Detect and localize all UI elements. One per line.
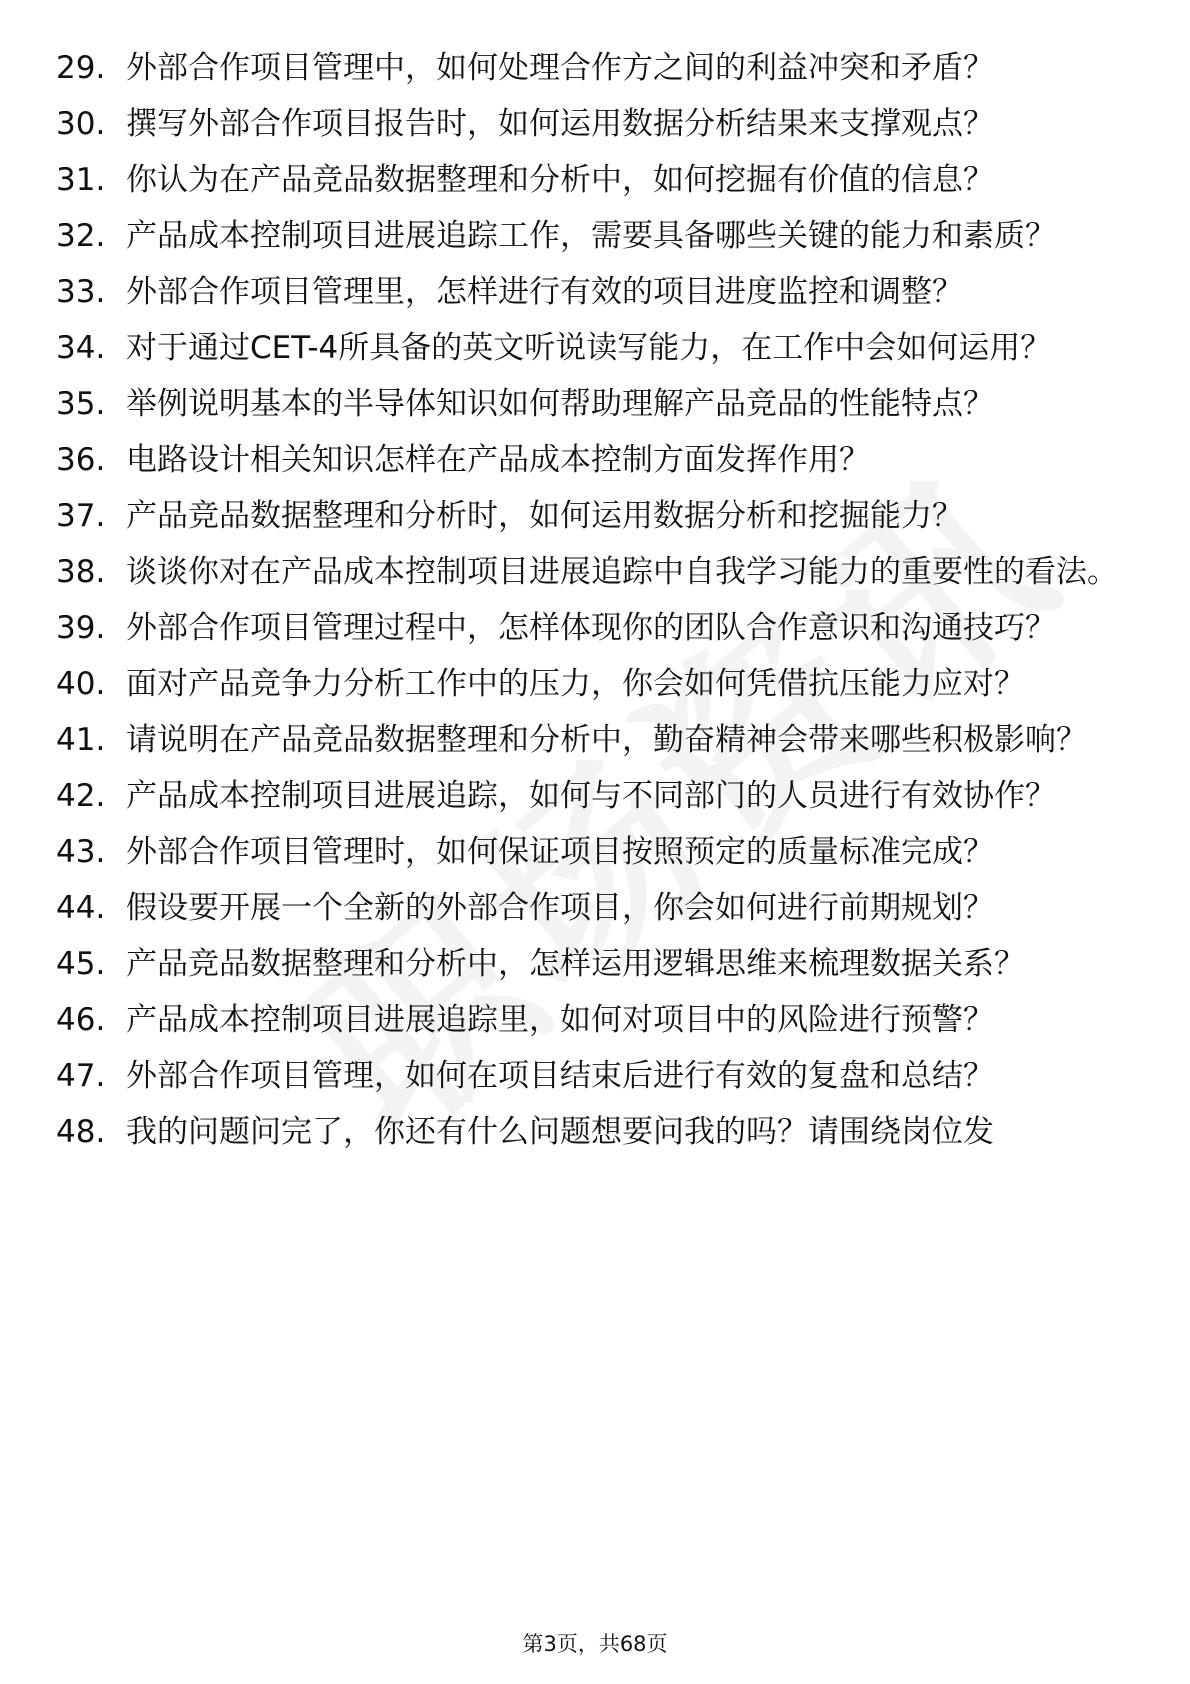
- question-item: [0, 48, 1190, 89]
- question-text: 电路设计相关知识怎样在产品成本控制方面发挥作用？: [126, 442, 870, 478]
- question-number: 48.: [56, 1114, 106, 1150]
- question-text: 撰写外部合作项目报告时，如何运用数据分析结果来支撑观点？: [126, 106, 994, 142]
- question-item: [0, 552, 1190, 593]
- question-item: [0, 832, 1190, 873]
- question-item: [0, 160, 1190, 201]
- question-text: 外部合作项目管理时，如何保证项目按照预定的质量标准完成？: [126, 834, 994, 870]
- question-text: 你认为在产品竞品数据整理和分析中，如何挖掘有价值的信息？: [126, 162, 994, 198]
- question-item: [0, 1000, 1190, 1041]
- question-text: 我的问题问完了，你还有什么问题想要问我的吗？请围绕岗位发: [126, 1114, 994, 1150]
- question-number: 36.: [56, 442, 106, 478]
- question-item: [0, 720, 1190, 761]
- question-number: 33.: [56, 274, 106, 310]
- question-number: 34.: [56, 330, 106, 366]
- question-text: 产品成本控制项目进展追踪里，如何对项目中的风险进行预警？: [126, 1002, 994, 1038]
- question-number: 40.: [56, 666, 106, 702]
- question-text: 面对产品竞争力分析工作中的压力，你会如何凭借抗压能力应对？: [126, 666, 1025, 702]
- question-list: [0, 48, 1190, 1168]
- question-text: 对于通过CET-4所具备的英文听说读写能力，在工作中会如何运用？: [126, 330, 1052, 366]
- question-text: 谈谈你对在产品成本控制项目进展追踪中自我学习能力的重要性的看法。: [126, 554, 1118, 590]
- question-number: 32.: [56, 218, 106, 254]
- question-text: 产品成本控制项目进展追踪工作，需要具备哪些关键的能力和素质？: [126, 218, 1056, 254]
- question-text: 产品竞品数据整理和分析时，如何运用数据分析和挖掘能力？: [126, 498, 963, 534]
- question-text: 外部合作项目管理里，怎样进行有效的项目进度监控和调整？: [126, 274, 963, 310]
- question-item: [0, 216, 1190, 257]
- question-number: 37.: [56, 498, 106, 534]
- question-item: [0, 776, 1190, 817]
- question-number: 42.: [56, 778, 106, 814]
- question-item: [0, 328, 1190, 369]
- question-item: [0, 496, 1190, 537]
- question-item: [0, 272, 1190, 313]
- question-item: [0, 944, 1190, 985]
- question-item: [0, 104, 1190, 145]
- question-text: 请说明在产品竞品数据整理和分析中，勤奋精神会带来哪些积极影响？: [126, 722, 1087, 758]
- question-item: [0, 440, 1190, 481]
- question-number: 38.: [56, 554, 106, 590]
- question-number: 45.: [56, 946, 106, 982]
- question-text: 举例说明基本的半导体知识如何帮助理解产品竞品的性能特点？: [126, 386, 994, 422]
- question-number: 43.: [56, 834, 106, 870]
- question-number: 47.: [56, 1058, 106, 1094]
- question-item: [0, 608, 1190, 649]
- question-number: 30.: [56, 106, 106, 142]
- question-text: 外部合作项目管理中，如何处理合作方之间的利益冲突和矛盾？: [126, 50, 994, 86]
- question-item: [0, 664, 1190, 705]
- question-item: [0, 888, 1190, 929]
- question-item: [0, 1056, 1190, 1097]
- question-text: 产品竞品数据整理和分析中，怎样运用逻辑思维来梳理数据关系？: [126, 946, 1025, 982]
- question-number: 41.: [56, 722, 106, 758]
- question-item: [0, 1112, 1190, 1153]
- question-text: 产品成本控制项目进展追踪，如何与不同部门的人员进行有效协作？: [126, 778, 1056, 814]
- question-text: 外部合作项目管理过程中，怎样体现你的团队合作意识和沟通技巧？: [126, 610, 1056, 646]
- question-number: 46.: [56, 1002, 106, 1038]
- question-text: 假设要开展一个全新的外部合作项目，你会如何进行前期规划？: [126, 890, 994, 926]
- question-text: 外部合作项目管理，如何在项目结束后进行有效的复盘和总结？: [126, 1058, 994, 1094]
- question-number: 44.: [56, 890, 106, 926]
- question-item: [0, 384, 1190, 425]
- page-number: 第3页，共68页: [522, 1632, 668, 1656]
- question-number: 35.: [56, 386, 106, 422]
- question-number: 29.: [56, 50, 106, 86]
- question-number: 39.: [56, 610, 106, 646]
- question-number: 31.: [56, 162, 106, 198]
